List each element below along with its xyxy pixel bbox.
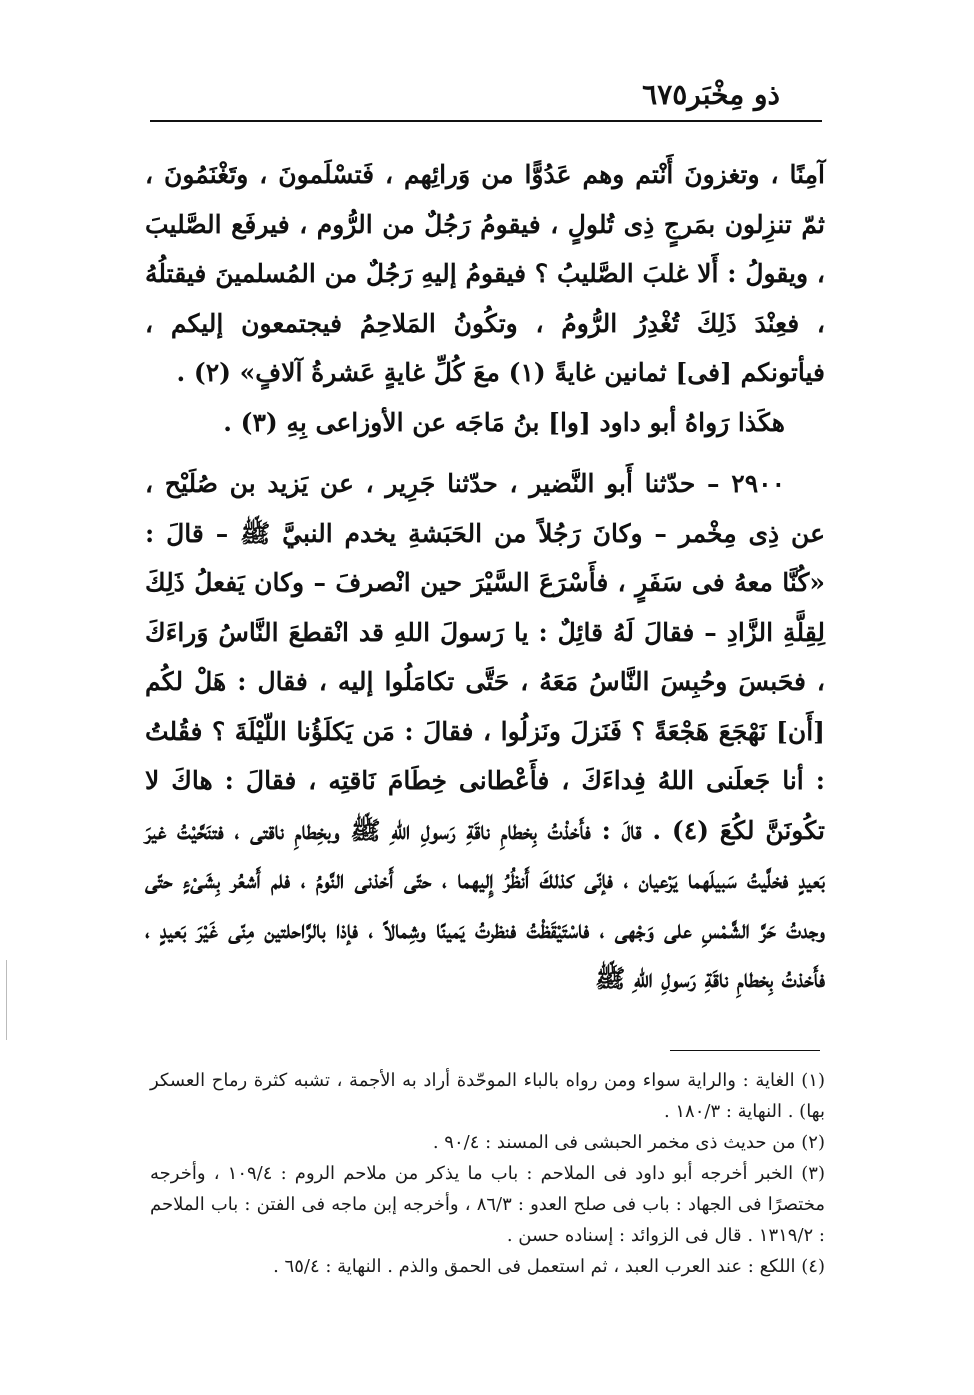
footnote-3: (٣) الخبر أخرجه أبو داود فى الملاحم : باب ما يذكر من ملاحم الروم : ١٠٩/٤ ، وأخرجه مختصرًا فى الجهاد : باب فى صلح العدو : ٨٦/٣ ، وأخرجه إبن ماجه فى الفتن : باب الملاحم : ١٣١٩/٢ . قال فى الزوائد : إسناده حسن . (150, 1163, 825, 1246)
footnote-2: (٢) من حديث ذى مخمر الحبشى فى المسند : ٩٠/٤ . (432, 1132, 825, 1153)
page-number: ٦٧٥ (642, 77, 688, 111)
main-text (145, 150, 825, 1004)
running-title: ذو مِخْبَر (687, 77, 780, 111)
footnote-rule (670, 1050, 820, 1051)
paragraph-hadith-2900: ٢٩٠٠ – حدّثنا أَبو النَّضير ، حدّثنا جَرِير ، عن يَزيد بن صُلَيْح ، عن ذِى مِخْمر – وكانَ رَجُلاً من الحَبَشةِ يخدم النبيَّ ﷺ – قالَ : «كُنَّا معهُ فى سَفَرٍ ، فأَسْرَعَ السَّيْرَ حين انْصرفَ – وكان يَفعلُ ذَلِكَ لِقِلَّةِ الزَّادِ – فقالَ لَهُ قائِلٌ : يا رَسولَ اللهِ قد انْقطعَ النَّاسُ وَراءَكَ ، فحَبسَ وحُبِسَ النَّاسُ مَعَهُ ، حَتَّى تكامَلُوا إليه ، فقال : هَلْ لكُم [أَن] نَهْجَعَ هَجْعَةً ؟ فَنَزلَ ونَزلُوا ، فقالَ : مَن يَكلَؤُنا اللّيْلَةَ ؟ فقُلتُ : أنا جَعلَنى اللهُ فِداءَكَ ، فأَعْطانى خِطَامَ نَاقتِه ، فقالَ : هاكَ لا تكُونَنَّ لكُعَ (٤) . قالَ : فأَخذْتُ بِخطامِ ناقَةِ رَسولِ اللهِ ﷺ وبخِطامِ ناقتى ، فتنَحَّيْتُ غيرَ بَعيدٍ فخلَّيتُ سَبيلَهما يَرْعيان ، فإنّى كذلكَ أَنظُرُ إِليهما ، حتّى أَخذنى النَّومُ ، فلم أَشعُر بِشَىْءٍ حتّى وجدتُ حَرَّ الشَّمْسِ على وَجْهى ، فاسْتَيْقَظْتُ فنظرتُ يَمينًا وشِمالاً ، فإذا بالرَّاحلتين مِنّى غَيْرَ بَعيدٍ ، فأَخذتُ بِخطامِ ناقَةِ رَسولِ اللهِ ﷺ (145, 469, 825, 993)
page-header (150, 70, 820, 118)
footnote-4: (٤) اللكع : عند العرب العبد ، ثم استعمل فى الحمق والذم . النهاية : ٦٥/٤ . (273, 1256, 825, 1277)
footnote-1: (١) الغاية : والراية سواء ومن رواه بالباء الموحّدة أراد به الأجمة ، تشبه كثرة رماح العسكر بها) . النهاية : ١٨٠/٣ . (150, 1070, 825, 1122)
paragraph-attribution: هكَذا رَواهُ أبو داود [وا] بنُ مَاجَه عن الأوزاعى بِهِ (٣) . (223, 407, 785, 437)
header-rule (150, 120, 822, 122)
footnotes (150, 1065, 825, 1282)
paragraph-continuation: آمِنًا ، وتغزونَ أَنْتم وهم عَدُوًّا من وَرائِهم ، فَتسْلَمونَ ، وتَغْنَمُونَ ، ثمّ تنزِلون بمَرجٍ ذِى تُلولٍ ، فيقومُ رَجُلٌ من الرُّوم ، فيرفَع الصَّليبَ ، ويقولُ : أَلا غلبَ الصَّليبُ ؟ فيقومُ إليهِ رَجُلٌ من المُسلمينَ فيقتلُهُ ، فعِنْدَ ذَلِكَ تُغْدِرُ الرُّومُ ، وتكُونُ المَلاحِمُ فيجتمعون إليكم ، فيأتونكم [فى] ثمانين غايةً (١) معَ كُلِّ غايةٍ عَشرةُ آلافٍ» (٢) . (145, 160, 825, 387)
scan-edge-line (6, 960, 7, 1040)
